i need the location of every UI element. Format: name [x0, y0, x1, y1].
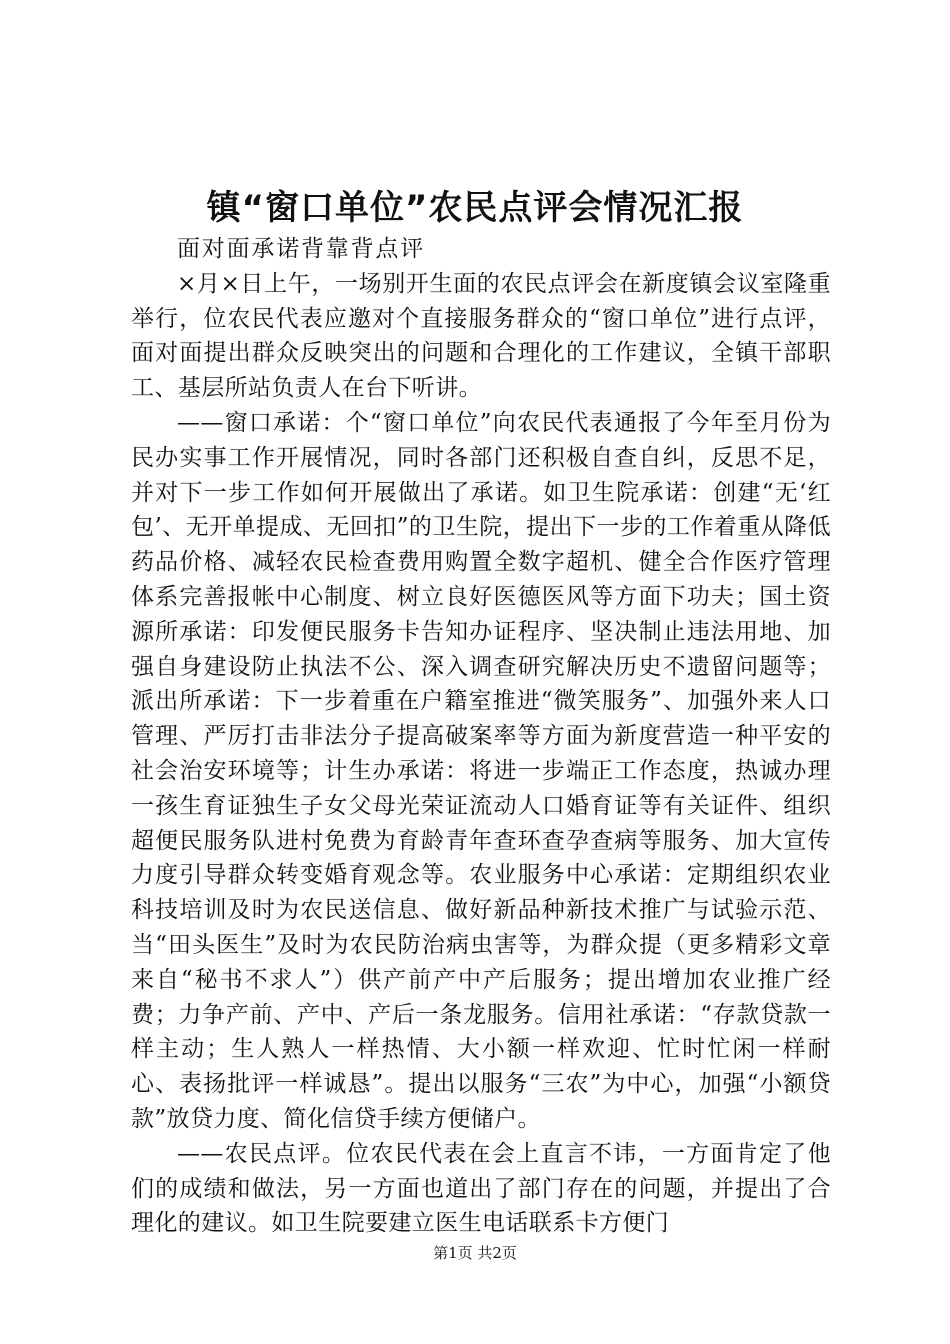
paragraph-farmer-review: ——农民点评。位农民代表在会上直言不讳，一方面肯定了他们的成绩和做法，另一方面也道出了部门存在的问题，并提出了合理化的建议。如卫生院要建立医生电话联系卡方便门 — [131, 1140, 831, 1237]
paragraph-intro: ×月×日上午，一场别开生面的农民点评会在新度镇会议室隆重举行，位农民代表应邀对个直接服务群众的“窗口单位”进行点评，面对面提出群众反映突出的问题和合理化的工作建议，全镇干部职工、基层所站负责人在台下听讲。 — [131, 270, 831, 402]
page-footer: 第1页 共2页 — [433, 1244, 517, 1262]
paragraph-subtitle: 面对面承诺背靠背点评 — [177, 236, 425, 262]
paragraph-window-commitments: ——窗口承诺：个“窗口单位”向农民代表通报了今年至月份为民办实事工作开展情况，同时各部门还积极自查自纠，反思不足，并对下一步工作如何开展做出了承诺。如卫生院承诺：创建“无‘红包’、无开单提成、无回扣”的卫生院，提出下一步的工作着重从降低药品价格、减轻农民检查费用购置全数字超机、健全合作医疗管理体系完善报帐中心制度、树立良好医德医风等方面下功夫；国土资源所承诺：印发便民服务卡告知办证程序、坚决制止违法用地、加强自身建设防止执法不公、深入调查研究解决历史不遗留问题等；派出所承诺：下一步着重在户籍室推进“微笑服务”、加强外来人口管理、严厉打击非法分子提高破案率等方面为新度营造一种平安的社会治安环境等；计生办承诺：将进一步端正工作态度，热诚办理一孩生育证独生子女父母光荣证流动人口婚育证等有关证件、组织超便民服务队进村免费为育龄青年查环查孕查病等服务、加大宣传力度引导群众转变婚育观念等。农业服务中心承诺：定期组织农业科技培训及时为农民送信息、做好新品种新技术推广与试验示范、当“田头医生”及时为农民防治病虫害等，为群众提（更多精彩文章来自“秘书不求人”）供产前产中产后服务；提出增加农业推广经费；力争产前、产中、产后一条龙服务。信用社承诺：“存款贷款一样主动；生人熟人一样热情、大小额一样欢迎、忙时忙闲一样耐心、表扬批评一样诚恳”。提出以服务“三农”为中心，加强“小额贷款”放贷力度、简化信贷手续方便储户。 — [131, 409, 831, 1132]
document-body — [131, 232, 831, 1241]
document-title: 镇“窗口单位”农民点评会情况汇报 — [206, 188, 744, 228]
